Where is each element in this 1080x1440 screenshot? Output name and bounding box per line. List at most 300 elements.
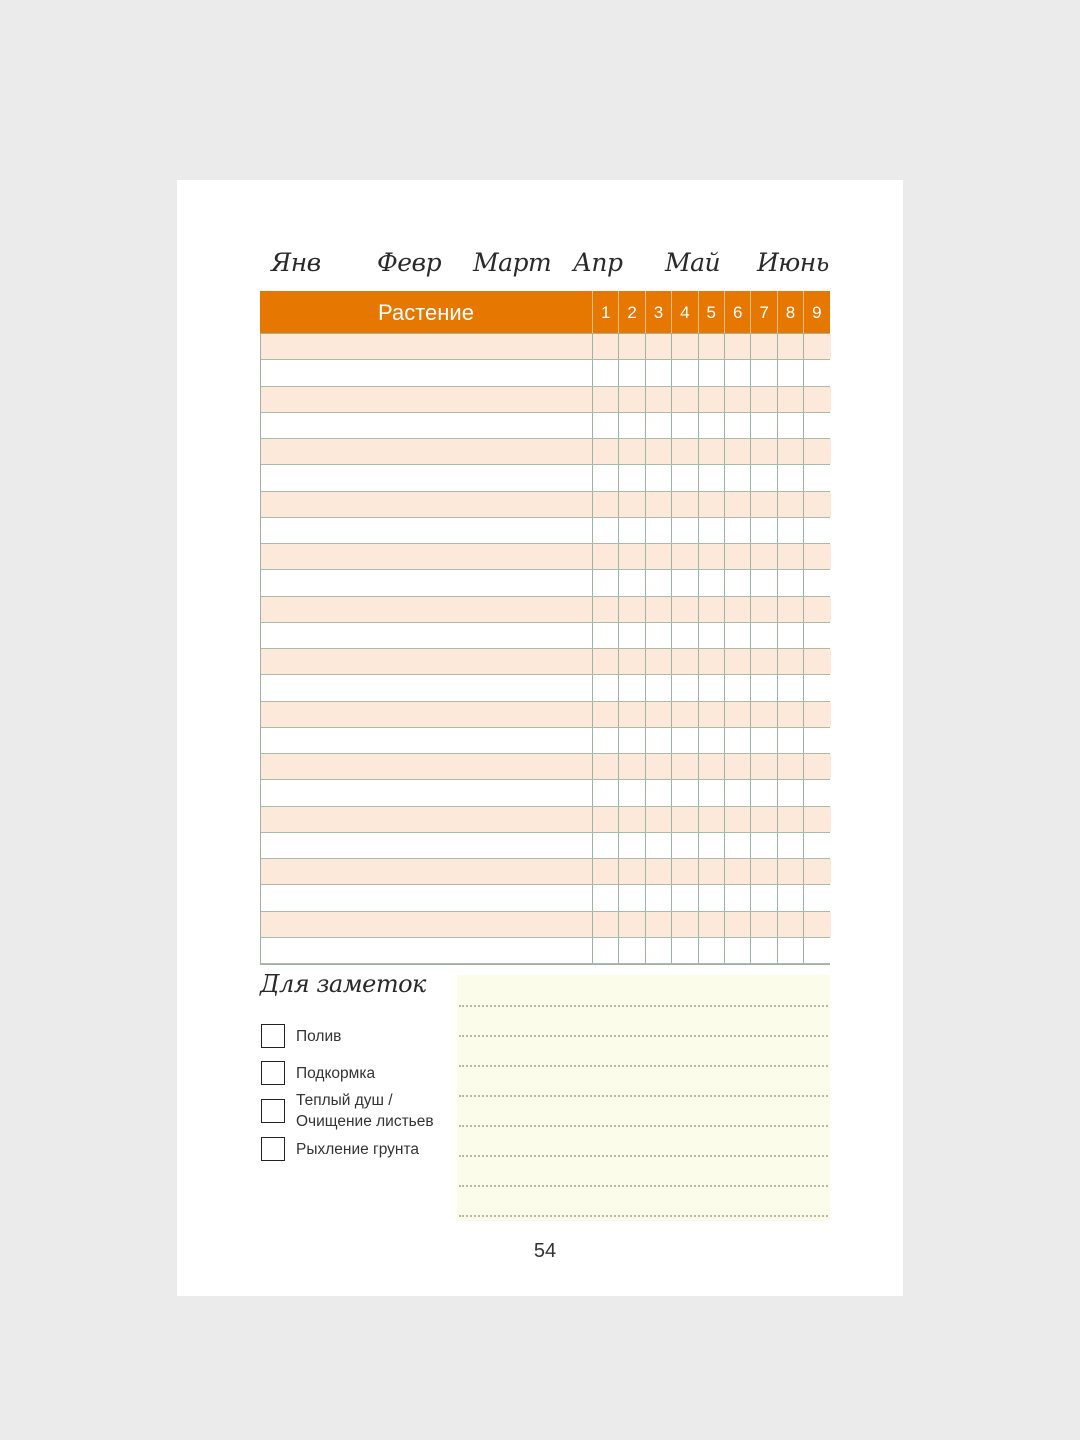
day-cell[interactable] <box>646 597 672 622</box>
day-cell[interactable] <box>672 518 698 543</box>
day-cell[interactable] <box>804 649 830 674</box>
table-row <box>261 780 829 806</box>
day-cell[interactable] <box>699 334 725 359</box>
day-cell[interactable] <box>778 465 804 490</box>
day-cell[interactable] <box>725 465 751 490</box>
table-row <box>261 885 829 911</box>
day-cell[interactable] <box>593 623 619 648</box>
day-cell[interactable] <box>699 649 725 674</box>
day-cell[interactable] <box>699 413 725 438</box>
day-cell[interactable] <box>778 728 804 753</box>
day-cell[interactable] <box>646 623 672 648</box>
day-cell[interactable] <box>699 439 725 464</box>
day-column-header: 3 <box>645 291 671 333</box>
day-cell[interactable] <box>751 544 777 569</box>
day-cell[interactable] <box>804 912 830 937</box>
day-cell[interactable] <box>751 912 777 937</box>
day-cell[interactable] <box>751 807 777 832</box>
table-row <box>261 518 829 544</box>
plant-name-cell[interactable] <box>261 675 593 700</box>
day-cell[interactable] <box>699 754 725 779</box>
day-cell[interactable] <box>778 938 804 963</box>
day-cell[interactable] <box>725 597 751 622</box>
day-cell[interactable] <box>646 465 672 490</box>
day-cell[interactable] <box>778 623 804 648</box>
plant-name-cell[interactable] <box>261 859 593 884</box>
day-cell[interactable] <box>725 623 751 648</box>
day-cell[interactable] <box>778 439 804 464</box>
month-label: Апр <box>573 248 623 277</box>
day-cell[interactable] <box>751 754 777 779</box>
table-row <box>261 702 829 728</box>
day-cell[interactable] <box>725 702 751 727</box>
day-cell[interactable] <box>619 728 645 753</box>
day-cell[interactable] <box>699 570 725 595</box>
day-cell[interactable] <box>672 938 698 963</box>
day-cell[interactable] <box>619 938 645 963</box>
legend-label: Рыхление грунта <box>296 1141 419 1158</box>
day-cell[interactable] <box>751 780 777 805</box>
day-cell[interactable] <box>699 807 725 832</box>
day-column-header: 1 <box>592 291 618 333</box>
day-cell[interactable] <box>804 780 830 805</box>
day-cell[interactable] <box>778 597 804 622</box>
day-cell[interactable] <box>699 675 725 700</box>
day-cell[interactable] <box>593 675 619 700</box>
day-cell[interactable] <box>699 728 725 753</box>
day-cell[interactable] <box>778 570 804 595</box>
day-cell[interactable] <box>672 439 698 464</box>
day-cell[interactable] <box>778 885 804 910</box>
day-cell[interactable] <box>725 728 751 753</box>
plant-name-cell[interactable] <box>261 649 593 674</box>
plant-name-cell[interactable] <box>261 387 593 412</box>
day-cell[interactable] <box>619 597 645 622</box>
notes-area[interactable] <box>457 975 830 1221</box>
day-cell[interactable] <box>619 859 645 884</box>
day-cell[interactable] <box>804 807 830 832</box>
day-cell[interactable] <box>778 859 804 884</box>
plant-name-cell[interactable] <box>261 702 593 727</box>
day-cell[interactable] <box>619 780 645 805</box>
day-cell[interactable] <box>593 807 619 832</box>
day-cell[interactable] <box>593 439 619 464</box>
day-cell[interactable] <box>619 702 645 727</box>
day-cell[interactable] <box>725 518 751 543</box>
day-cell[interactable] <box>646 387 672 412</box>
day-cell[interactable] <box>725 912 751 937</box>
day-cell[interactable] <box>699 360 725 385</box>
day-cell[interactable] <box>593 597 619 622</box>
day-cell[interactable] <box>672 728 698 753</box>
table-row <box>261 938 829 964</box>
day-cell[interactable] <box>672 465 698 490</box>
day-cell[interactable] <box>804 492 830 517</box>
day-cell[interactable] <box>778 544 804 569</box>
day-cell[interactable] <box>672 859 698 884</box>
day-cell[interactable] <box>778 360 804 385</box>
plant-name-cell[interactable] <box>261 780 593 805</box>
plant-name-cell[interactable] <box>261 439 593 464</box>
dotted-note-line <box>459 1215 828 1217</box>
table-row <box>261 833 829 859</box>
day-cell[interactable] <box>725 859 751 884</box>
day-cell[interactable] <box>646 570 672 595</box>
plant-name-cell[interactable] <box>261 597 593 622</box>
checkbox[interactable] <box>261 1099 285 1123</box>
day-cell[interactable] <box>646 912 672 937</box>
legend-label: Полив <box>296 1028 342 1045</box>
day-cell[interactable] <box>751 859 777 884</box>
day-cell[interactable] <box>593 387 619 412</box>
table-row <box>261 912 829 938</box>
day-cell[interactable] <box>725 439 751 464</box>
day-column-header: 9 <box>803 291 829 333</box>
day-cell[interactable] <box>619 675 645 700</box>
plant-name-cell[interactable] <box>261 413 593 438</box>
day-cell[interactable] <box>804 938 830 963</box>
day-cell[interactable] <box>751 492 777 517</box>
table-row <box>261 465 829 491</box>
day-cell[interactable] <box>619 439 645 464</box>
day-cell[interactable] <box>699 387 725 412</box>
day-cell[interactable] <box>725 413 751 438</box>
day-cell[interactable] <box>751 439 777 464</box>
day-cell[interactable] <box>619 885 645 910</box>
plant-name-cell[interactable] <box>261 518 593 543</box>
day-cell[interactable] <box>672 492 698 517</box>
planner-page <box>177 180 903 1296</box>
day-cell[interactable] <box>646 833 672 858</box>
day-cell[interactable] <box>699 518 725 543</box>
day-cell[interactable] <box>804 728 830 753</box>
day-cell[interactable] <box>751 360 777 385</box>
day-cell[interactable] <box>646 780 672 805</box>
day-cell[interactable] <box>593 754 619 779</box>
plant-name-cell[interactable] <box>261 807 593 832</box>
plant-name-cell[interactable] <box>261 728 593 753</box>
day-cell[interactable] <box>725 492 751 517</box>
notes-title: Для заметок <box>260 970 426 998</box>
day-cell[interactable] <box>725 334 751 359</box>
day-cell[interactable] <box>751 675 777 700</box>
month-label: Июнь <box>757 248 829 277</box>
day-cell[interactable] <box>672 334 698 359</box>
day-cell[interactable] <box>646 938 672 963</box>
day-cell[interactable] <box>751 413 777 438</box>
day-cell[interactable] <box>725 675 751 700</box>
plant-name-cell[interactable] <box>261 570 593 595</box>
day-cell[interactable] <box>778 649 804 674</box>
day-cell[interactable] <box>751 833 777 858</box>
day-cell[interactable] <box>778 702 804 727</box>
plant-name-cell[interactable] <box>261 938 593 963</box>
day-cell[interactable] <box>672 570 698 595</box>
day-cell[interactable] <box>619 649 645 674</box>
day-cell[interactable] <box>619 754 645 779</box>
day-cell[interactable] <box>593 492 619 517</box>
day-cell[interactable] <box>646 807 672 832</box>
day-cell[interactable] <box>593 912 619 937</box>
day-cell[interactable] <box>619 807 645 832</box>
day-cell[interactable] <box>725 780 751 805</box>
table-row <box>261 728 829 754</box>
day-cell[interactable] <box>593 465 619 490</box>
day-cell[interactable] <box>593 833 619 858</box>
day-column-header: 5 <box>698 291 724 333</box>
day-cell[interactable] <box>619 570 645 595</box>
day-cell[interactable] <box>672 675 698 700</box>
dotted-note-line <box>459 1155 828 1157</box>
day-cell[interactable] <box>672 702 698 727</box>
table-row <box>261 387 829 413</box>
table-row <box>261 439 829 465</box>
day-cell[interactable] <box>804 885 830 910</box>
day-cell[interactable] <box>804 334 830 359</box>
day-cell[interactable] <box>751 570 777 595</box>
day-cell[interactable] <box>804 702 830 727</box>
day-cell[interactable] <box>804 623 830 648</box>
day-cell[interactable] <box>751 649 777 674</box>
day-cell[interactable] <box>646 649 672 674</box>
legend-label: Подкормка <box>296 1065 376 1082</box>
day-cell[interactable] <box>804 675 830 700</box>
day-cell[interactable] <box>646 360 672 385</box>
table-row <box>261 807 829 833</box>
day-cell[interactable] <box>778 387 804 412</box>
day-cell[interactable] <box>646 754 672 779</box>
day-cell[interactable] <box>672 807 698 832</box>
day-cell[interactable] <box>646 859 672 884</box>
day-cell[interactable] <box>804 544 830 569</box>
table-body <box>260 333 830 965</box>
day-cell[interactable] <box>672 597 698 622</box>
table-row <box>261 597 829 623</box>
day-cell[interactable] <box>725 754 751 779</box>
day-column-header: 2 <box>618 291 644 333</box>
day-cell[interactable] <box>751 518 777 543</box>
table-row <box>261 859 829 885</box>
day-cell[interactable] <box>593 702 619 727</box>
day-cell[interactable] <box>672 649 698 674</box>
day-cell[interactable] <box>619 492 645 517</box>
day-cell[interactable] <box>672 544 698 569</box>
table-header <box>260 291 830 333</box>
month-label: Февр <box>377 248 442 277</box>
dotted-note-line <box>459 1005 828 1007</box>
plant-name-cell[interactable] <box>261 465 593 490</box>
day-cell[interactable] <box>672 780 698 805</box>
day-cell[interactable] <box>672 623 698 648</box>
day-cell[interactable] <box>593 413 619 438</box>
plant-care-table <box>260 291 830 965</box>
dotted-note-line <box>459 1065 828 1067</box>
day-cell[interactable] <box>778 518 804 543</box>
day-cell[interactable] <box>593 570 619 595</box>
day-cell[interactable] <box>804 833 830 858</box>
day-cell[interactable] <box>646 544 672 569</box>
day-column-header: 6 <box>724 291 750 333</box>
day-cell[interactable] <box>804 360 830 385</box>
day-cell[interactable] <box>804 597 830 622</box>
month-label: Янв <box>271 248 321 277</box>
day-cell[interactable] <box>699 859 725 884</box>
month-label: Март <box>473 248 552 277</box>
day-cell[interactable] <box>593 334 619 359</box>
day-cell[interactable] <box>593 360 619 385</box>
plant-name-cell[interactable] <box>261 492 593 517</box>
day-cell[interactable] <box>725 544 751 569</box>
day-column-header: 4 <box>671 291 697 333</box>
day-cell[interactable] <box>804 387 830 412</box>
day-cell[interactable] <box>672 885 698 910</box>
day-column-header: 7 <box>750 291 776 333</box>
plant-name-cell[interactable] <box>261 885 593 910</box>
day-cell[interactable] <box>804 570 830 595</box>
day-cell[interactable] <box>751 387 777 412</box>
day-cell[interactable] <box>751 728 777 753</box>
dotted-note-line <box>459 1095 828 1097</box>
day-cell[interactable] <box>725 938 751 963</box>
day-cell[interactable] <box>804 413 830 438</box>
day-cell[interactable] <box>619 334 645 359</box>
table-row <box>261 544 829 570</box>
day-cell[interactable] <box>619 413 645 438</box>
day-cell[interactable] <box>699 885 725 910</box>
day-cell[interactable] <box>593 518 619 543</box>
table-row <box>261 675 829 701</box>
day-cell[interactable] <box>699 938 725 963</box>
day-cell[interactable] <box>672 387 698 412</box>
day-cell[interactable] <box>699 833 725 858</box>
plant-name-cell[interactable] <box>261 360 593 385</box>
day-cell[interactable] <box>725 807 751 832</box>
day-cell[interactable] <box>751 938 777 963</box>
day-cell[interactable] <box>725 360 751 385</box>
day-cell[interactable] <box>725 649 751 674</box>
day-cell[interactable] <box>619 360 645 385</box>
table-row <box>261 334 829 360</box>
day-cell[interactable] <box>778 413 804 438</box>
day-column-header: 8 <box>777 291 803 333</box>
plant-name-cell[interactable] <box>261 334 593 359</box>
plant-name-cell[interactable] <box>261 544 593 569</box>
day-cell[interactable] <box>699 597 725 622</box>
table-row <box>261 570 829 596</box>
day-cell[interactable] <box>672 360 698 385</box>
table-row <box>261 649 829 675</box>
day-cell[interactable] <box>751 597 777 622</box>
day-cell[interactable] <box>778 675 804 700</box>
page-number: 54 <box>533 1240 557 1262</box>
month-label: Май <box>665 248 721 277</box>
day-cell[interactable] <box>672 413 698 438</box>
day-cell[interactable] <box>699 544 725 569</box>
day-cell[interactable] <box>672 833 698 858</box>
day-cell[interactable] <box>778 780 804 805</box>
plant-name-cell[interactable] <box>261 623 593 648</box>
day-cell[interactable] <box>646 675 672 700</box>
day-cell[interactable] <box>619 912 645 937</box>
day-cell[interactable] <box>646 702 672 727</box>
day-cell[interactable] <box>804 754 830 779</box>
day-cell[interactable] <box>619 387 645 412</box>
day-cell[interactable] <box>778 807 804 832</box>
day-cell[interactable] <box>699 780 725 805</box>
day-cell[interactable] <box>619 518 645 543</box>
dotted-note-line <box>459 1125 828 1127</box>
day-cell[interactable] <box>751 702 777 727</box>
table-row <box>261 492 829 518</box>
day-cell[interactable] <box>593 885 619 910</box>
day-cell[interactable] <box>646 492 672 517</box>
day-cell[interactable] <box>672 754 698 779</box>
day-cell[interactable] <box>646 518 672 543</box>
table-row <box>261 623 829 649</box>
day-cell[interactable] <box>751 334 777 359</box>
day-cell[interactable] <box>778 754 804 779</box>
day-cell[interactable] <box>804 518 830 543</box>
day-cell[interactable] <box>619 465 645 490</box>
plant-name-cell[interactable] <box>261 912 593 937</box>
table-row <box>261 754 829 780</box>
checkbox[interactable] <box>261 1061 285 1085</box>
day-cell[interactable] <box>804 439 830 464</box>
day-cell[interactable] <box>778 912 804 937</box>
day-cell[interactable] <box>725 570 751 595</box>
day-cell[interactable] <box>593 938 619 963</box>
day-cell[interactable] <box>646 728 672 753</box>
day-cell[interactable] <box>619 623 645 648</box>
day-cell[interactable] <box>778 492 804 517</box>
plant-name-cell[interactable] <box>261 754 593 779</box>
day-cell[interactable] <box>646 413 672 438</box>
day-cell[interactable] <box>804 859 830 884</box>
checkbox[interactable] <box>261 1137 285 1161</box>
day-cell[interactable] <box>778 334 804 359</box>
dotted-note-line <box>459 1035 828 1037</box>
day-cell[interactable] <box>646 334 672 359</box>
day-cell[interactable] <box>593 728 619 753</box>
day-cell[interactable] <box>672 912 698 937</box>
day-cell[interactable] <box>725 833 751 858</box>
day-cell[interactable] <box>751 465 777 490</box>
day-cell[interactable] <box>751 885 777 910</box>
table-row <box>261 360 829 386</box>
day-cell[interactable] <box>725 885 751 910</box>
day-cell[interactable] <box>778 833 804 858</box>
day-cell[interactable] <box>619 833 645 858</box>
day-cell[interactable] <box>699 623 725 648</box>
day-cell[interactable] <box>699 465 725 490</box>
day-cell[interactable] <box>593 649 619 674</box>
checkbox[interactable] <box>261 1024 285 1048</box>
plant-name-cell[interactable] <box>261 833 593 858</box>
day-cell[interactable] <box>593 780 619 805</box>
dotted-note-line <box>459 1185 828 1187</box>
day-cell[interactable] <box>699 702 725 727</box>
day-cell[interactable] <box>646 885 672 910</box>
day-cell[interactable] <box>699 492 725 517</box>
day-cell[interactable] <box>699 912 725 937</box>
day-cell[interactable] <box>593 544 619 569</box>
day-cell[interactable] <box>593 859 619 884</box>
day-cell[interactable] <box>646 439 672 464</box>
day-cell[interactable] <box>751 623 777 648</box>
day-cell[interactable] <box>725 387 751 412</box>
day-cell[interactable] <box>619 544 645 569</box>
day-cell[interactable] <box>804 465 830 490</box>
